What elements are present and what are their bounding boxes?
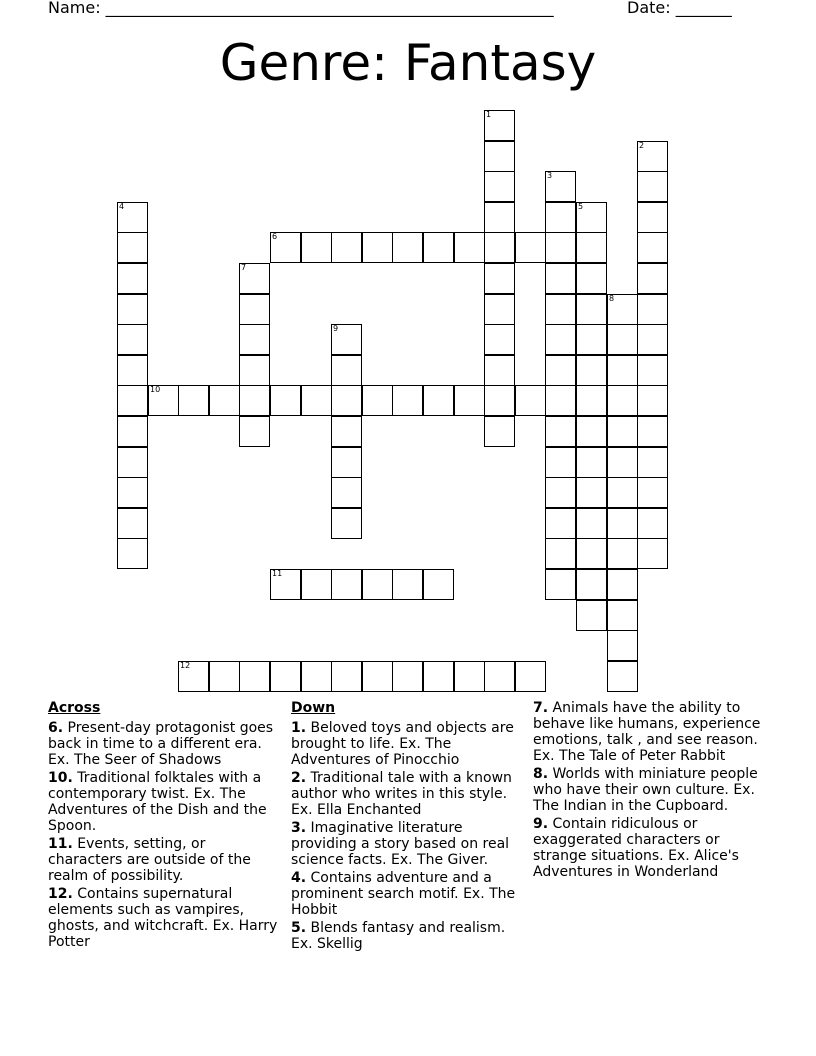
clue-number: 4 bbox=[119, 202, 125, 211]
grid-cell[interactable] bbox=[362, 569, 393, 600]
grid-cell[interactable] bbox=[484, 385, 515, 416]
grid-cell[interactable] bbox=[270, 385, 301, 416]
clue-number: 7 bbox=[241, 263, 247, 272]
grid-cell[interactable] bbox=[239, 661, 270, 692]
clue-number: 12 bbox=[180, 661, 191, 670]
grid-cell[interactable] bbox=[607, 294, 638, 325]
grid-cell[interactable] bbox=[117, 538, 148, 569]
grid-cell[interactable] bbox=[117, 294, 148, 325]
clue-number-label: 10. bbox=[48, 770, 73, 786]
grid-cell[interactable] bbox=[484, 263, 515, 294]
grid-cell[interactable] bbox=[607, 477, 638, 508]
grid-cell[interactable] bbox=[331, 447, 362, 478]
grid-cell[interactable] bbox=[545, 508, 576, 539]
grid-cell[interactable] bbox=[454, 232, 485, 263]
grid-cell[interactable] bbox=[576, 416, 607, 447]
grid-cell[interactable] bbox=[637, 141, 668, 172]
clue-text: Traditional folktales with a contemporary twist. Ex. The Adventures of the Dish and the Spoon. bbox=[48, 770, 267, 834]
clue bbox=[48, 886, 283, 950]
grid-cell[interactable] bbox=[515, 385, 546, 416]
grid-cell[interactable] bbox=[331, 477, 362, 508]
clue-text: Traditional tale with a known author who writes in this style. Ex. Ella Enchanted bbox=[291, 770, 512, 818]
grid-cell[interactable] bbox=[576, 447, 607, 478]
clue-number: 5 bbox=[578, 202, 584, 211]
grid-cell[interactable] bbox=[607, 630, 638, 661]
down-heading: Down bbox=[291, 700, 336, 716]
grid-cell[interactable] bbox=[117, 202, 148, 233]
clue-number-label: 8. bbox=[533, 766, 549, 782]
grid-cell[interactable] bbox=[362, 385, 393, 416]
grid-cell[interactable] bbox=[178, 661, 209, 692]
grid-cell[interactable] bbox=[362, 661, 393, 692]
grid-cell[interactable] bbox=[239, 416, 270, 447]
clue bbox=[291, 720, 526, 768]
grid-cell[interactable] bbox=[423, 385, 454, 416]
grid-cell[interactable] bbox=[637, 447, 668, 478]
grid-cell[interactable] bbox=[607, 385, 638, 416]
clue-number-label: 1. bbox=[291, 720, 307, 736]
grid-cell[interactable] bbox=[576, 263, 607, 294]
grid-cell[interactable] bbox=[576, 202, 607, 233]
clue-number-label: 4. bbox=[291, 870, 307, 886]
grid-cell[interactable] bbox=[178, 385, 209, 416]
grid-cell[interactable] bbox=[576, 232, 607, 263]
grid-cell[interactable] bbox=[392, 661, 423, 692]
clue bbox=[291, 870, 526, 918]
date-field-label: Date: _______ bbox=[627, 0, 732, 17]
grid-cell[interactable] bbox=[331, 232, 362, 263]
grid-cell[interactable] bbox=[545, 324, 576, 355]
clue-text: Contains supernatural elements such as vampires, ghosts, and witchcraft. Ex. Harry Potter bbox=[48, 886, 278, 950]
grid-cell[interactable] bbox=[484, 324, 515, 355]
grid-cell[interactable] bbox=[637, 171, 668, 202]
grid-cell[interactable] bbox=[117, 385, 148, 416]
grid-cell[interactable] bbox=[239, 324, 270, 355]
grid-cell[interactable] bbox=[545, 263, 576, 294]
grid-cell[interactable] bbox=[331, 355, 362, 386]
grid-cell[interactable] bbox=[301, 385, 332, 416]
grid-cell[interactable] bbox=[637, 508, 668, 539]
grid-cell[interactable] bbox=[239, 263, 270, 294]
grid-cell[interactable] bbox=[270, 569, 301, 600]
clue-text: Contain ridiculous or exaggerated characters or strange situations. Ex. Alice's Adventures in Wonderland bbox=[533, 816, 739, 880]
grid-cell[interactable] bbox=[209, 661, 240, 692]
grid-cell[interactable] bbox=[239, 355, 270, 386]
grid-cell[interactable] bbox=[637, 294, 668, 325]
clue bbox=[533, 816, 768, 880]
grid-cell[interactable] bbox=[484, 202, 515, 233]
clue bbox=[48, 836, 283, 884]
grid-cell[interactable] bbox=[545, 202, 576, 233]
grid-cell[interactable] bbox=[209, 385, 240, 416]
down-clues-continued bbox=[533, 700, 768, 882]
clue-number: 6 bbox=[272, 232, 278, 241]
grid-cell[interactable] bbox=[484, 141, 515, 172]
clue-number-label: 11. bbox=[48, 836, 73, 852]
down-clue-list bbox=[291, 720, 526, 952]
grid-cell[interactable] bbox=[117, 324, 148, 355]
clue-number-label: 7. bbox=[533, 700, 549, 716]
grid-cell[interactable] bbox=[301, 569, 332, 600]
grid-cell[interactable] bbox=[239, 294, 270, 325]
clue bbox=[291, 770, 526, 818]
grid-cell[interactable] bbox=[545, 171, 576, 202]
grid-cell[interactable] bbox=[484, 294, 515, 325]
clue-number: 11 bbox=[272, 569, 283, 578]
grid-cell[interactable] bbox=[637, 477, 668, 508]
clue-text: Animals have the ability to behave like humans, experience emotions, talk , and see reason. Ex. The Tale of Peter Rabbit bbox=[533, 700, 761, 764]
clue-number-label: 9. bbox=[533, 816, 549, 832]
clue bbox=[533, 700, 768, 764]
down-clues bbox=[291, 700, 526, 954]
grid-cell[interactable] bbox=[545, 385, 576, 416]
grid-cell[interactable] bbox=[117, 355, 148, 386]
grid-cell[interactable] bbox=[637, 416, 668, 447]
grid-cell[interactable] bbox=[239, 385, 270, 416]
grid-cell[interactable] bbox=[637, 355, 668, 386]
grid-cell[interactable] bbox=[637, 324, 668, 355]
grid-cell[interactable] bbox=[423, 661, 454, 692]
clue-text: Imaginative literature providing a story based on real science facts. Ex. The Giver. bbox=[291, 820, 510, 868]
grid-cell[interactable] bbox=[331, 569, 362, 600]
clue-number: 9 bbox=[333, 324, 339, 333]
grid-cell[interactable] bbox=[545, 569, 576, 600]
clue-number-label: 5. bbox=[291, 920, 307, 936]
clue-number: 1 bbox=[486, 110, 492, 119]
clue-text: Worlds with miniature people who have their own culture. Ex. The Indian in the Cupboard. bbox=[533, 766, 758, 814]
grid-cell[interactable] bbox=[576, 324, 607, 355]
grid-cell[interactable] bbox=[576, 600, 607, 631]
clue-number-label: 6. bbox=[48, 720, 64, 736]
grid-cell[interactable] bbox=[331, 385, 362, 416]
grid-cell[interactable] bbox=[392, 569, 423, 600]
clue-number-label: 12. bbox=[48, 886, 73, 902]
clue-text: Beloved toys and objects are brought to life. Ex. The Adventures of Pinocchio bbox=[291, 720, 514, 768]
grid-cell[interactable] bbox=[607, 661, 638, 692]
grid-cell[interactable] bbox=[331, 661, 362, 692]
grid-cell[interactable] bbox=[117, 508, 148, 539]
grid-cell[interactable] bbox=[576, 538, 607, 569]
grid-cell[interactable] bbox=[607, 355, 638, 386]
grid-cell[interactable] bbox=[607, 569, 638, 600]
grid-cell[interactable] bbox=[545, 294, 576, 325]
grid-cell[interactable] bbox=[392, 385, 423, 416]
grid-cell[interactable] bbox=[301, 661, 332, 692]
grid-cell[interactable] bbox=[576, 294, 607, 325]
clue-number-label: 3. bbox=[291, 820, 307, 836]
clue bbox=[48, 770, 283, 834]
grid-cell[interactable] bbox=[484, 171, 515, 202]
clue-number: 10 bbox=[150, 385, 161, 394]
across-heading: Across bbox=[48, 700, 101, 716]
clue-number: 2 bbox=[639, 141, 645, 150]
grid-cell[interactable] bbox=[484, 110, 515, 141]
grid-cell[interactable] bbox=[117, 477, 148, 508]
name-field-label: Name: ________________________________________________________ bbox=[48, 0, 554, 17]
grid-cell[interactable] bbox=[454, 385, 485, 416]
across-clues bbox=[48, 700, 283, 952]
grid-cell[interactable] bbox=[423, 232, 454, 263]
clue-number-label: 2. bbox=[291, 770, 307, 786]
grid-cell[interactable] bbox=[484, 232, 515, 263]
grid-cell[interactable] bbox=[301, 232, 332, 263]
grid-cell[interactable] bbox=[270, 661, 301, 692]
grid-cell[interactable] bbox=[484, 661, 515, 692]
grid-cell[interactable] bbox=[576, 508, 607, 539]
grid-cell[interactable] bbox=[576, 385, 607, 416]
clue-text: Present-day protagonist goes back in time to a different era. Ex. The Seer of Shadows bbox=[48, 720, 274, 768]
grid-cell[interactable] bbox=[117, 232, 148, 263]
grid-cell[interactable] bbox=[362, 232, 393, 263]
grid-cell[interactable] bbox=[484, 416, 515, 447]
grid-cell[interactable] bbox=[423, 569, 454, 600]
grid-cell[interactable] bbox=[331, 416, 362, 447]
clue bbox=[48, 720, 283, 768]
clue-text: Contains adventure and a prominent search motif. Ex. The Hobbit bbox=[291, 870, 516, 918]
grid-cell[interactable] bbox=[607, 508, 638, 539]
grid-cell[interactable] bbox=[637, 202, 668, 233]
grid-cell[interactable] bbox=[331, 508, 362, 539]
grid-cell[interactable] bbox=[637, 385, 668, 416]
grid-cell[interactable] bbox=[607, 600, 638, 631]
grid-cell[interactable] bbox=[545, 447, 576, 478]
clue-text: Events, setting, or characters are outside of the realm of possibility. bbox=[48, 836, 251, 884]
grid-cell[interactable] bbox=[484, 355, 515, 386]
down-clue-list-continued bbox=[533, 700, 768, 880]
grid-cell[interactable] bbox=[637, 263, 668, 294]
grid-cell[interactable] bbox=[576, 477, 607, 508]
grid-cell[interactable] bbox=[576, 355, 607, 386]
clue-number: 8 bbox=[609, 294, 615, 303]
grid-cell[interactable] bbox=[117, 416, 148, 447]
grid-cell[interactable] bbox=[607, 538, 638, 569]
page-title: Genre: Fantasy bbox=[219, 34, 597, 92]
grid-cell[interactable] bbox=[637, 232, 668, 263]
grid-cell[interactable] bbox=[545, 416, 576, 447]
grid-cell[interactable] bbox=[454, 661, 485, 692]
grid-cell[interactable] bbox=[117, 263, 148, 294]
grid-cell[interactable] bbox=[576, 569, 607, 600]
clue bbox=[533, 766, 768, 814]
grid-cell[interactable] bbox=[392, 232, 423, 263]
grid-cell[interactable] bbox=[545, 232, 576, 263]
across-clue-list bbox=[48, 720, 283, 950]
grid-cell[interactable] bbox=[607, 324, 638, 355]
grid-cell[interactable] bbox=[515, 661, 546, 692]
grid-cell[interactable] bbox=[545, 477, 576, 508]
grid-cell[interactable] bbox=[515, 232, 546, 263]
grid-cell[interactable] bbox=[545, 355, 576, 386]
clue bbox=[291, 820, 526, 868]
grid-cell[interactable] bbox=[545, 538, 576, 569]
grid-cell[interactable] bbox=[607, 416, 638, 447]
grid-cell[interactable] bbox=[637, 538, 668, 569]
grid-cell[interactable] bbox=[148, 385, 179, 416]
clue-number: 3 bbox=[547, 171, 553, 180]
grid-cell[interactable] bbox=[331, 324, 362, 355]
grid-cell[interactable] bbox=[117, 447, 148, 478]
grid-cell[interactable] bbox=[607, 447, 638, 478]
clue bbox=[291, 920, 526, 952]
grid-cell[interactable] bbox=[270, 232, 301, 263]
clue-text: Blends fantasy and realism. Ex. Skellig bbox=[291, 920, 506, 952]
